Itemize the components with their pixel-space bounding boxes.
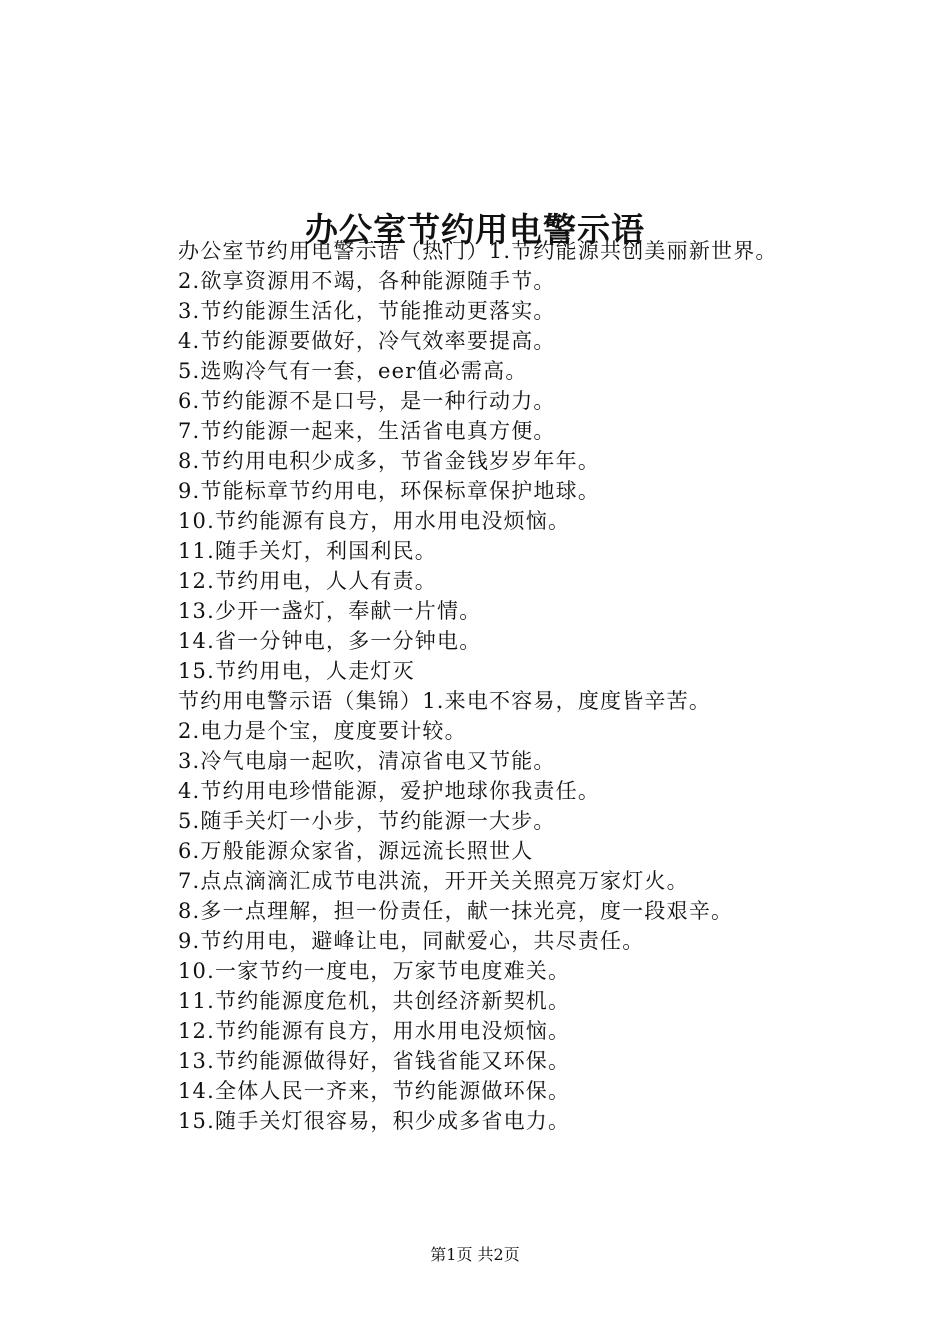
list-item: 3.冷气电扇一起吹，清凉省电又节能。 bbox=[178, 749, 556, 773]
list-item: 9.节约用电，避峰让电，同献爱心，共尽责任。 bbox=[178, 929, 645, 953]
document-title: 办公室节约用电警示语 bbox=[305, 210, 645, 250]
list-item: 8.多一点理解，担一份责任，献一抹光亮，度一段艰辛。 bbox=[178, 899, 734, 923]
slogan-list-1 bbox=[130, 266, 830, 686]
list-item: 6.万般能源众家省，源远流长照世人 bbox=[178, 839, 534, 863]
list-item: 13.少开一盏灯，奉献一片情。 bbox=[178, 599, 482, 623]
intro-paragraph: 办公室节约用电警示语（热门）1.节约能源共创美丽新世界。 bbox=[178, 239, 778, 263]
list-item: 15.节约用电，人走灯灭 bbox=[178, 659, 415, 683]
list-item: 12.节约能源有良方，用水用电没烦恼。 bbox=[178, 1019, 571, 1043]
slogan-list-2 bbox=[130, 716, 830, 1136]
list-item: 10.一家节约一度电，万家节电度难关。 bbox=[178, 959, 571, 983]
list-item: 8.节约用电积少成多，节省金钱岁岁年年。 bbox=[178, 449, 601, 473]
list-item: 7.节约能源一起来，生活省电真方便。 bbox=[178, 419, 556, 443]
list-item: 7.点点滴滴汇成节电洪流，开开关关照亮万家灯火。 bbox=[178, 869, 689, 893]
section-heading-paragraph: 节约用电警示语（集锦）1.来电不容易，度度皆辛苦。 bbox=[178, 689, 712, 713]
list-item: 10.节约能源有良方，用水用电没烦恼。 bbox=[178, 509, 571, 533]
list-item: 4.节约用电珍惜能源，爱护地球你我责任。 bbox=[178, 779, 601, 803]
list-item: 9.节能标章节约用电，环保标章保护地球。 bbox=[178, 479, 601, 503]
list-item: 13.节约能源做得好，省钱省能又环保。 bbox=[178, 1049, 571, 1073]
list-item: 11.随手关灯，利国利民。 bbox=[178, 539, 437, 563]
list-item: 5.随手关灯一小步，节约能源一大步。 bbox=[178, 809, 556, 833]
list-item: 2.电力是个宝，度度要计较。 bbox=[178, 719, 467, 743]
document-body bbox=[130, 236, 830, 1136]
list-item: 5.选购冷气有一套，eer值必需高。 bbox=[178, 359, 528, 383]
list-item: 12.节约用电，人人有责。 bbox=[178, 569, 437, 593]
list-item: 15.随手关灯很容易，积少成多省电力。 bbox=[178, 1109, 571, 1133]
list-item: 2.欲享资源用不竭，各种能源随手节。 bbox=[178, 269, 556, 293]
list-item: 6.节约能源不是口号，是一种行动力。 bbox=[178, 389, 556, 413]
list-item: 4.节约能源要做好，冷气效率要提高。 bbox=[178, 329, 556, 353]
list-item: 14.全体人民一齐来，节约能源做环保。 bbox=[178, 1079, 571, 1103]
list-item: 11.节约能源度危机，共创经济新契机。 bbox=[178, 989, 571, 1013]
list-item: 14.省一分钟电，多一分钟电。 bbox=[178, 629, 482, 653]
page-number-footer: 第1页 共2页 bbox=[430, 1245, 520, 1264]
list-item: 3.节约能源生活化，节能推动更落实。 bbox=[178, 299, 556, 323]
